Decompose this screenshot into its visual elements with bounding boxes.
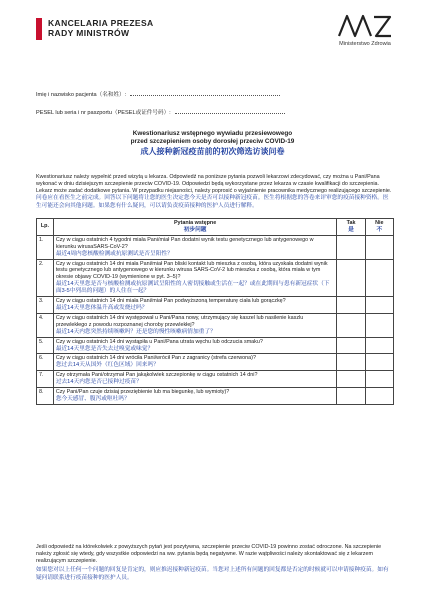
answer-yes-cell[interactable] [337, 235, 365, 259]
answer-no-cell[interactable] [365, 388, 393, 405]
question-cell [53, 313, 337, 337]
header-no-zh: 不 [376, 226, 383, 233]
answer-yes-cell[interactable] [337, 259, 365, 297]
question-cell [53, 259, 337, 297]
header-yes-pl: Tak [346, 220, 356, 226]
intro-paragraph [36, 174, 394, 210]
answer-no-cell[interactable] [365, 235, 393, 259]
row-number: 4. [37, 313, 54, 337]
header-question-pl: Pytania wstępne [173, 220, 217, 226]
table-row [37, 259, 394, 297]
answer-yes-cell[interactable] [337, 371, 365, 388]
answer-no-cell[interactable] [365, 297, 393, 314]
title-line-1: Kwestionariusz wstępnego wywiadu przesiewowego [132, 130, 293, 137]
question-zh: 最近4周内您核酸检测或抗原测试是否呈阳性？ [55, 250, 173, 257]
logo-flag-bar [36, 18, 42, 40]
question-pl: Czy w ciągu ostatnich 14 dni miała Pani/miał Pan bliski kontakt lub mieszka z osobą, która uzyskała dodatni wynik testu genetycznego lub antygenowego w kierunku wirusa SARS-CoV-2 lub mieszka z osobą, która miała w tym okresie objawy COVID-19 (wymienione w pyt. 3–5)? [55, 260, 328, 281]
header-question [53, 219, 337, 236]
question-pl: Czy otrzymała Pani/otrzymał Pan jakąkolwiek szczepionkę w ciągu ostatnich 14 dni? [55, 372, 258, 379]
table-row [37, 354, 394, 371]
patient-name-field[interactable] [36, 90, 280, 98]
question-pl: Czy w ciągu ostatnich 14 dni wystąpiła u Pani/Pana utrata węchu lub odczucia smaku? [55, 338, 263, 345]
answer-no-cell[interactable] [365, 337, 393, 354]
question-zh: 您今天感冒、腹泻或呕吐吗？ [55, 395, 130, 402]
patient-name-label: Imię i nazwisko pacjenta（名和姓）: [36, 92, 127, 98]
answer-yes-cell[interactable] [337, 313, 365, 337]
question-zh: 您过去14天从国外（红色区域）回来吗？ [55, 362, 159, 369]
question-zh: 过去14天内您是否已接种过疫苗？ [55, 379, 142, 386]
title-line-2: przed szczepieniem osoby dorosłej przeciw COVID-19 [130, 138, 295, 145]
table-row [37, 388, 394, 405]
question-pl: Czy Pani/Pan czuje dzisiaj przeziębienie lub ma biegunkę, lub wymioty)? [55, 389, 230, 396]
question-pl: Czy w ciągu ostatnich 14 dni miała Pani/miał Pan podwyższoną temperaturę ciała lub gorączkę? [55, 298, 286, 305]
document-title [36, 130, 389, 157]
question-cell [53, 388, 337, 405]
intro-chinese: 问卷应在看医生之前完成。回答以下问题将让您的医生决定您今天是否可以接种新冠疫苗。医生将根据您的答卷来评审您的疫苗接种资格。医生可能还会向其他问题。如果您有什么疑问，可以请负责疫苗接种的医护人员进行解释。 [36, 195, 389, 209]
question-pl: Czy w ciągu ostatnich 14 dni wróciła Pani/wrócił Pan z zagranicy (strefa czerwona)? [55, 355, 256, 362]
table-row [37, 297, 394, 314]
question-zh: 最近14天里您是否与核酸检测或抗原测试呈阳性的人密切接触或生活在一起？或在此期间与患有新冠症状（下面3-5中列出的问题）的人住在一起？ [55, 281, 330, 295]
question-cell [53, 337, 337, 354]
closing-note [36, 544, 394, 582]
row-number: 8. [37, 388, 54, 405]
question-zh: 最近14天内您突然持续咳嗽吗？还是您的慢性咳嗽病情加重了？ [55, 328, 216, 335]
row-number: 3. [37, 297, 54, 314]
logo-line-1: KANCELARIA PREZESA [48, 18, 154, 28]
patient-id-label: PESEL lub seria i nr paszportu（PESEL或证件号码）: [36, 110, 171, 116]
table-row [37, 235, 394, 259]
kprm-logo [36, 18, 154, 40]
row-number: 5. [37, 337, 54, 354]
question-pl: Czy w ciągu ostatnich 14 dni występował u Pani/Pana nowy, utrzymujący się kaszel lub nasilenie kaszlu przewlekłego z powodu rozpoznanej choroby przewlekłej? [55, 314, 304, 328]
answer-yes-cell[interactable] [337, 388, 365, 405]
logo-caption: Ministerstwo Zdrowia [339, 41, 391, 47]
header-yes-zh: 是 [348, 226, 354, 233]
header-no [365, 219, 393, 236]
row-number: 7. [37, 371, 54, 388]
table-row [37, 337, 394, 354]
table-header-row [37, 219, 394, 236]
header-yes [337, 219, 365, 236]
row-number: 1. [37, 235, 54, 259]
header-question-zh: 初步问题 [183, 226, 207, 233]
answer-yes-cell[interactable] [337, 354, 365, 371]
table-row [37, 313, 394, 337]
logo-line-2: RADY MINISTRÓW [48, 28, 130, 38]
answer-no-cell[interactable] [365, 313, 393, 337]
question-zh: 最近14天里您体温升高或发烧过吗？ [55, 304, 148, 311]
question-cell [53, 354, 337, 371]
answer-yes-cell[interactable] [337, 297, 365, 314]
question-pl: Czy w ciągu ostatnich 4 tygodni miała Pani/miał Pan dodatni wynik testu genetycznego lub antygenowego w kierunku wirusaSARS-CoV-2? [55, 236, 314, 250]
patient-id-field[interactable] [36, 108, 285, 116]
closing-note-chinese: 如果您对以上任何一个问题的回复是肯定的，则应推迟接种新冠疫苗。当您对上述所有问题的回复都是否定的时候就可以申请接种疫苗。如有疑问请联系进行疫苗接种的医护人员。 [36, 567, 389, 581]
table-row [37, 371, 394, 388]
patient-id-line[interactable] [175, 108, 285, 114]
patient-name-line[interactable] [130, 90, 280, 96]
title-line-chinese: 成人接种新冠疫苗前的初次筛选访谈问卷 [140, 147, 285, 156]
question-cell [53, 297, 337, 314]
answer-no-cell[interactable] [365, 354, 393, 371]
answer-no-cell[interactable] [365, 259, 393, 297]
closing-note-polish: Jeśli odpowiedź na którekolwiek z powyższych pytań jest pozytywna, szczepienie przeciw COVID-19 powinno zostać odroczone. Na szczepienie należy zgłosić się wtedy, gdy wszystkie odpowiedzi na ww. pytania będą negatywne. W razie wątpliwości należy skontaktować się z lekarzem realizującym szczepienie. [36, 544, 382, 564]
question-cell [53, 235, 337, 259]
questionnaire-table [36, 218, 394, 405]
answer-yes-cell[interactable] [337, 337, 365, 354]
answer-no-cell[interactable] [365, 371, 393, 388]
ministry-of-health-logo [335, 12, 395, 47]
intro-polish: Kwestionariusz należy wypełnić przed wizytą u lekarza. Odpowiedź na poniższe pytania pozwoli lekarzowi zdecydować, czy można u Pani/Pana wykonać w dniu dzisiejszym szczepienie przeciw COVID-19. Odpowiedzi będą wykorzystane przez lekarza w czasie kwalifikacji do szczepienia. Lekarz może zadać dodatkowe pytania. W przypadku niejasności, należy poprosić o wyjaśnienie pracownika medycznego realizującego szczepienie. [36, 174, 392, 194]
row-number: 6. [37, 354, 54, 371]
header-no-pl: Nie [375, 220, 384, 226]
row-number: 2. [37, 259, 54, 297]
question-zh: 最近14天里您是否失去过嗅觉或味觉？ [55, 345, 154, 352]
mz-logo-icon [336, 12, 394, 40]
header-lp: Lp. [37, 219, 54, 236]
question-cell [53, 371, 337, 388]
